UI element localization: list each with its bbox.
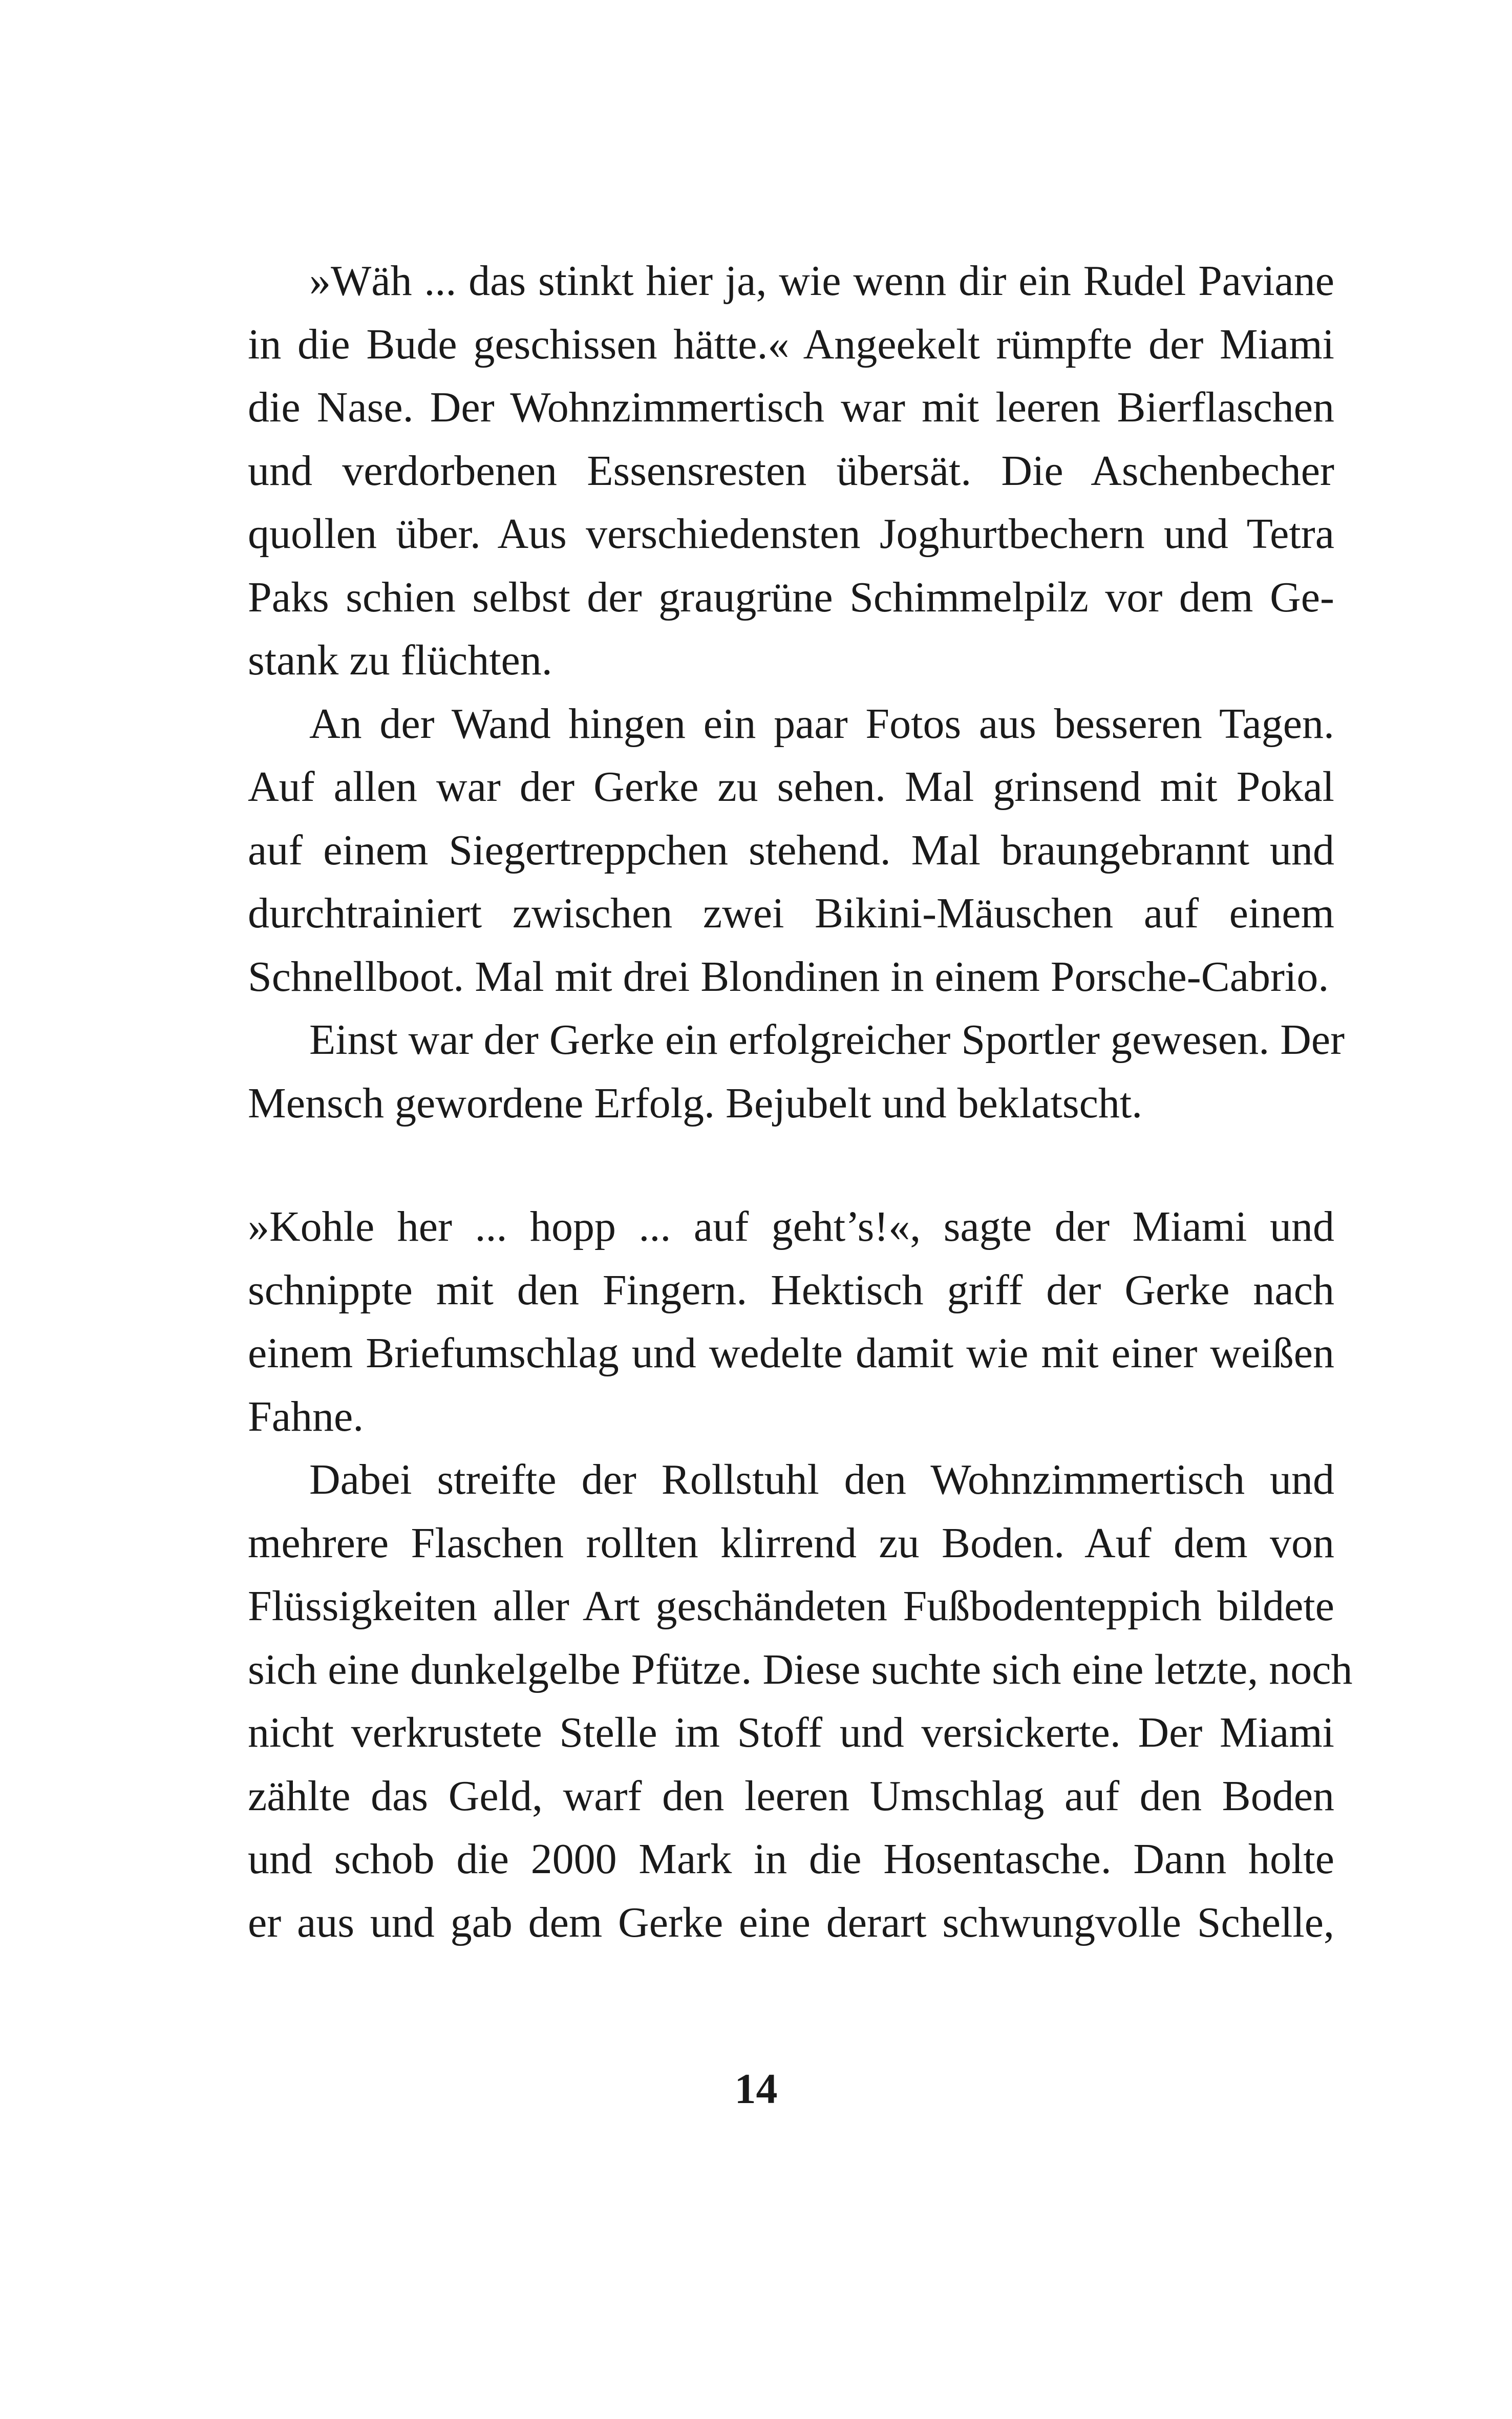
- text-line: durchtrainiert zwischen zwei Bikini-Mäuschen auf einem: [248, 889, 1334, 937]
- text-line: stank zu flüchten.: [248, 636, 552, 684]
- text-line: mehrere Flaschen rollten klirrend zu Boden. Auf dem von: [248, 1519, 1334, 1567]
- text-line: Einst war der Gerke ein erfolgreicher Sportler gewesen. Der: [309, 1016, 1345, 1064]
- text-line: er aus und gab dem Gerke eine derart schwungvolle Schelle,: [248, 1898, 1334, 1946]
- text-line: auf einem Siegertreppchen stehend. Mal braungebrannt und: [248, 826, 1334, 874]
- text-line: die Nase. Der Wohnzimmertisch war mit leeren Bierflaschen: [248, 384, 1334, 431]
- text-line: Schnellboot. Mal mit drei Blondinen in einem Porsche-Cabrio.: [248, 952, 1329, 1001]
- text-line: in die Bude geschissen hätte.« Angeekelt rümpfte der Miami: [248, 320, 1334, 368]
- text-line: Mensch gewordene Erfolg. Bejubelt und beklatscht.: [248, 1079, 1143, 1127]
- text-line: »Wäh ... das stinkt hier ja, wie wenn dir ein Rudel Paviane: [309, 257, 1334, 305]
- page-number: 14: [734, 2065, 778, 2113]
- text-line: Fahne.: [248, 1392, 364, 1440]
- text-line: schnippte mit den Fingern. Hektisch griff der Gerke nach: [248, 1266, 1334, 1314]
- text-line: und verdorbenen Essensresten übersät. Die Aschenbecher: [248, 447, 1334, 495]
- text-line: Auf allen war der Gerke zu sehen. Mal grinsend mit Pokal: [248, 763, 1334, 811]
- text-line: zählte das Geld, warf den leeren Umschlag auf den Boden: [248, 1772, 1334, 1820]
- text-line: »Kohle her ... hopp ... auf geht’s!«, sagte der Miami und: [248, 1203, 1334, 1250]
- text-line: quollen über. Aus verschiedensten Joghurtbechern und Tetra: [248, 510, 1334, 558]
- text-line: Paks schien selbst der graugrüne Schimmelpilz vor dem Ge-: [248, 573, 1334, 621]
- text-line: Flüssigkeiten aller Art geschändeten Fußbodenteppich bildete: [248, 1582, 1334, 1630]
- text-line: nicht verkrustete Stelle im Stoff und versickerte. Der Miami: [248, 1709, 1334, 1756]
- text-block-1: [248, 249, 1345, 1135]
- text-line: Dabei streifte der Rollstuhl den Wohnzimmertisch und: [309, 1456, 1334, 1503]
- text-block-2: [248, 1195, 1353, 1954]
- text-line: sich eine dunkelgelbe Pfütze. Diese suchte sich eine letzte, noch: [248, 1645, 1353, 1693]
- text-line: An der Wand hingen ein paar Fotos aus besseren Tagen.: [309, 699, 1334, 748]
- text-line: und schob die 2000 Mark in die Hosentasche. Dann holte: [248, 1835, 1334, 1883]
- text-line: einem Briefumschlag und wedelte damit wie mit einer weißen: [248, 1329, 1334, 1377]
